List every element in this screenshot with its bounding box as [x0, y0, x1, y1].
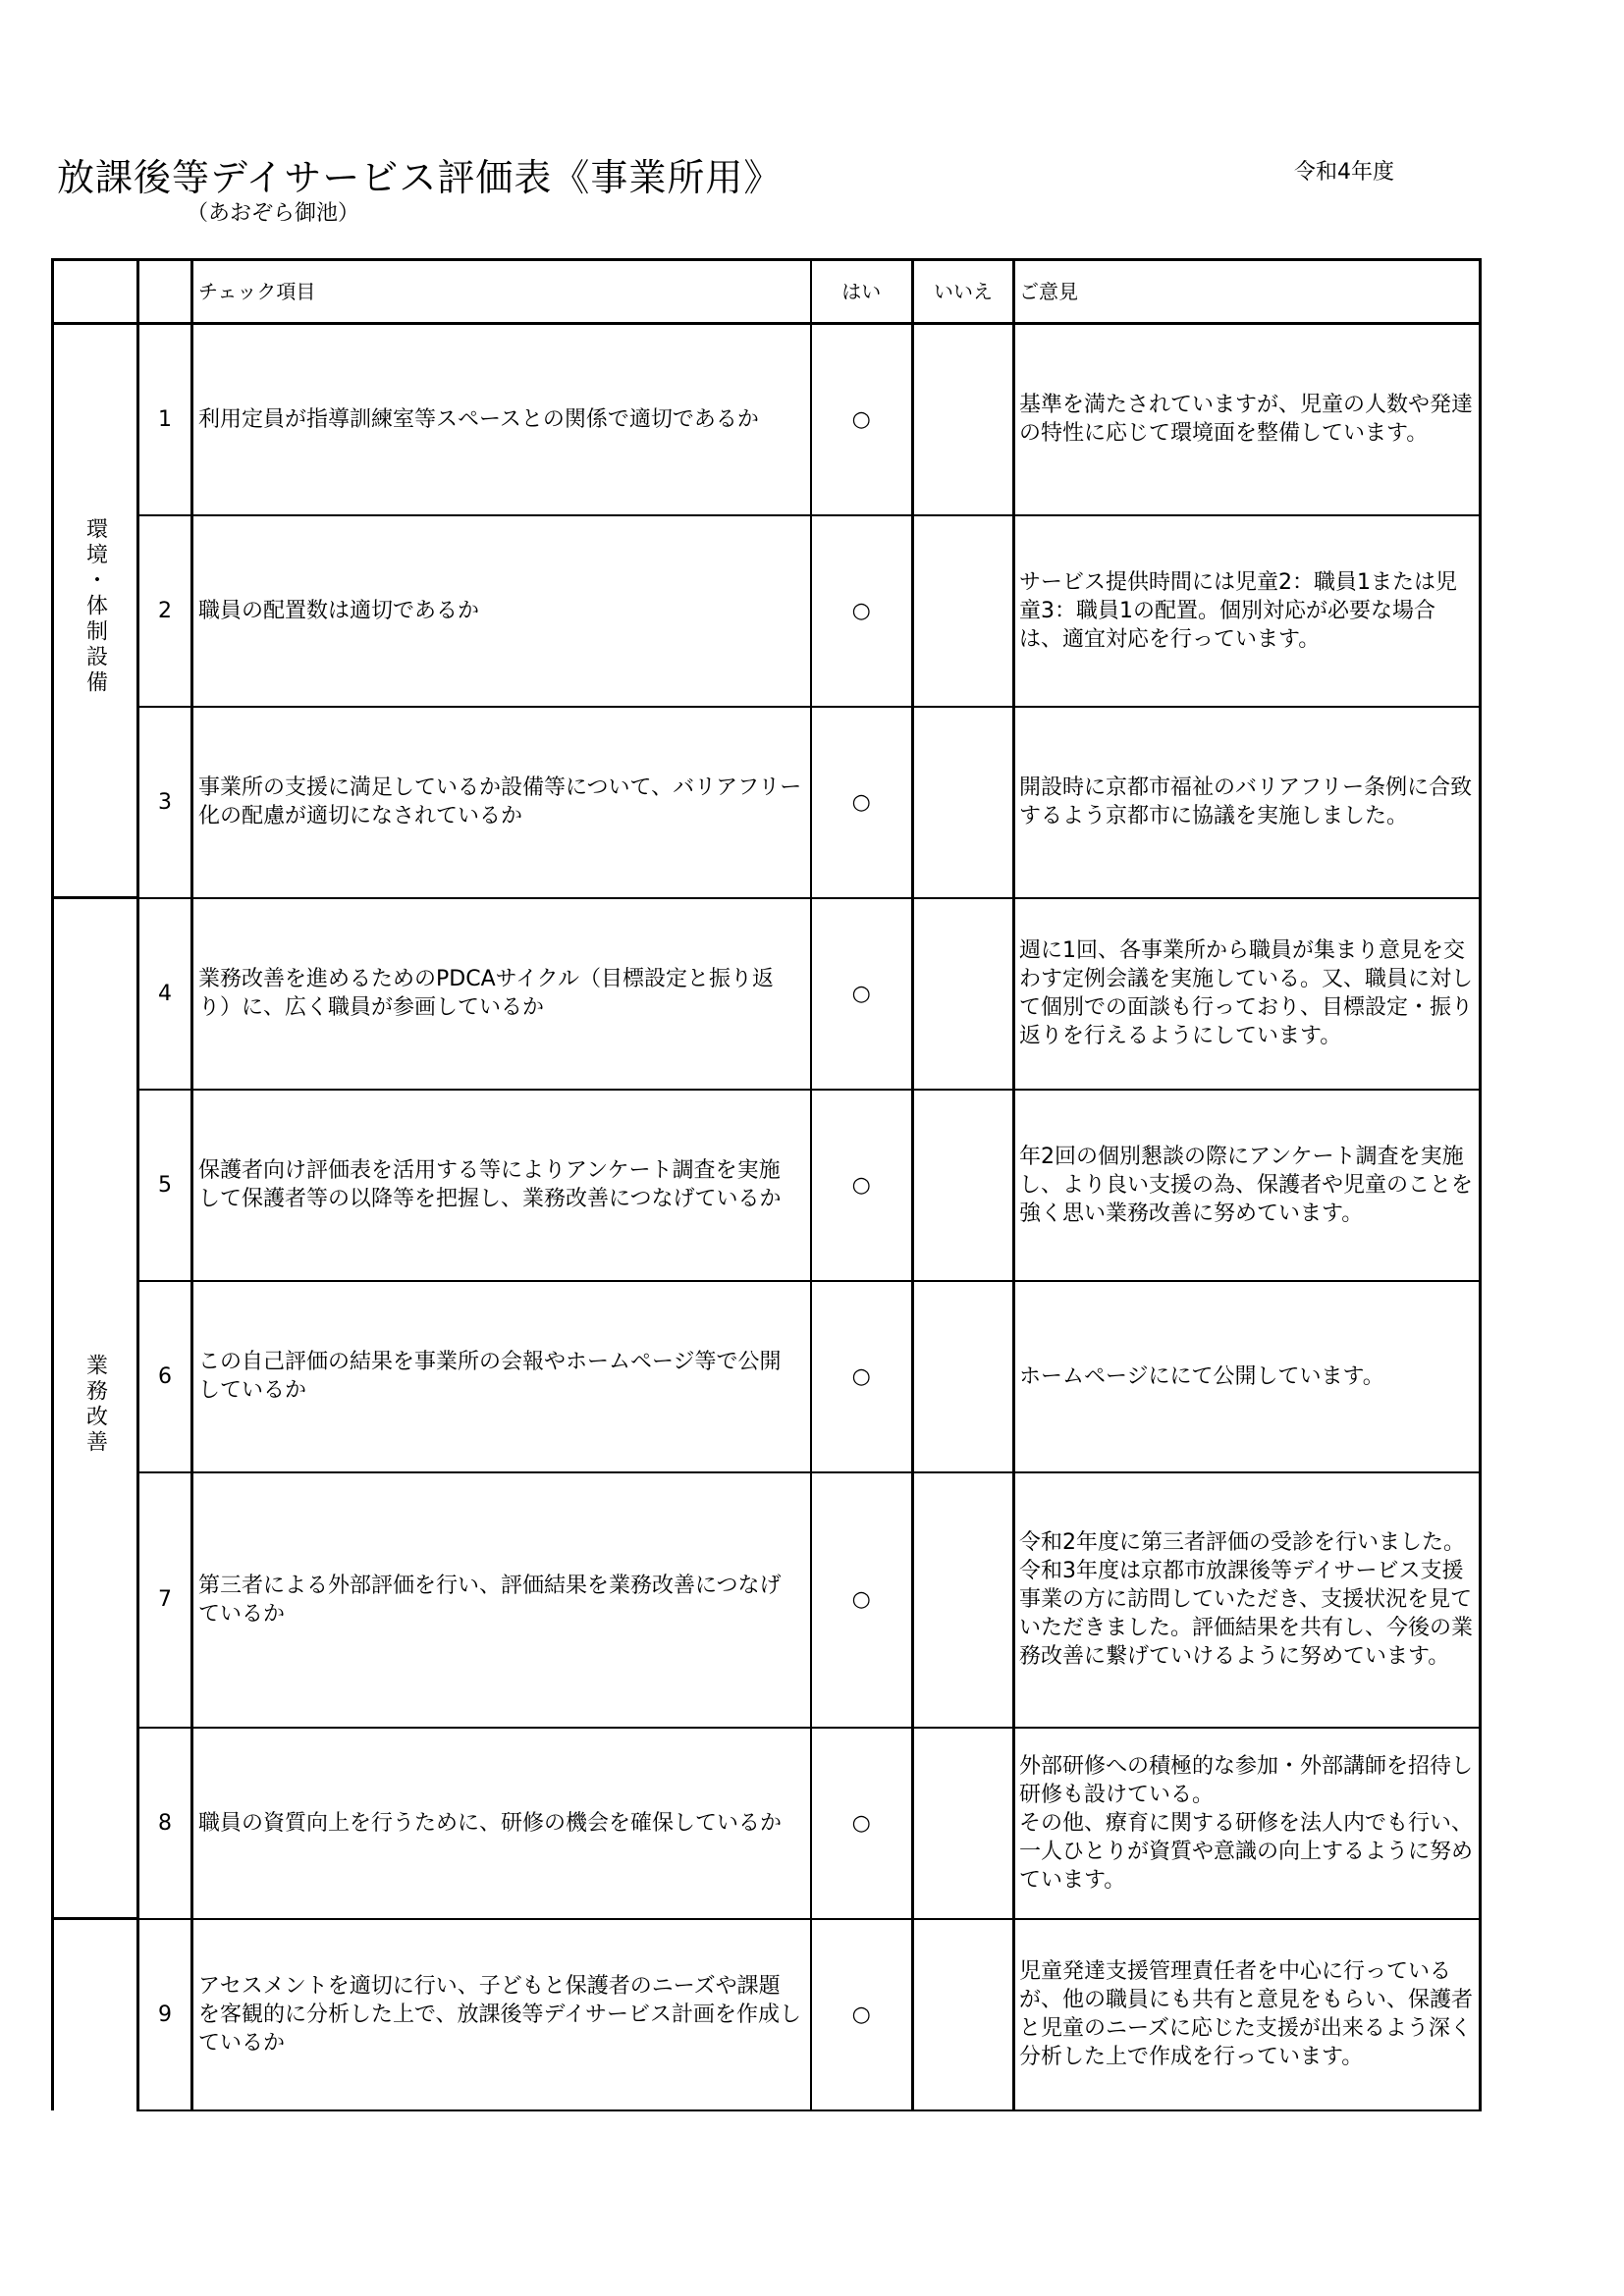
category-label: 業務改善 [82, 1353, 108, 1456]
table-row [53, 1281, 1481, 1472]
opinion-text: 外部研修への積極的な参加・外部講師を招待し研修も設けている。 その他、療育に関する研修を法人内でも行い、一人ひとりが資質や意識の向上するように努めています。 [1014, 1728, 1481, 1919]
header-number-cell [138, 260, 192, 324]
opinion-text: 令和2年度に第三者評価の受診を行いました。令和3年度は京都市放課後等デイサービス支援事業の方に訪問していただき、支援状況を見ていただきました。評価結果を共有し、今後の業務改善に繋げていけるように努めています。 [1014, 1472, 1481, 1728]
category-environment [53, 324, 138, 898]
row-number: 3 [138, 707, 192, 898]
check-item-text: 職員の配置数は適切であるか [192, 515, 811, 707]
yes-mark: ○ [811, 515, 913, 707]
table-row [53, 898, 1481, 1090]
header-opinion: ご意見 [1014, 260, 1481, 324]
no-mark [913, 707, 1014, 898]
header-no: いいえ [913, 260, 1014, 324]
check-item-text: アセスメントを適切に行い、子どもと保護者のニーズや課題を客観的に分析した上で、放課後等デイサービス計画を作成しているか [192, 1919, 811, 2110]
yes-mark: ○ [811, 1281, 913, 1472]
yes-mark: ○ [811, 707, 913, 898]
table-row [53, 1728, 1481, 1919]
check-item-text: 業務改善を進めるためのPDCAサイクル（目標設定と振り返り）に、広く職員が参画しているか [192, 898, 811, 1090]
row-number: 8 [138, 1728, 192, 1919]
check-item-text: 第三者による外部評価を行い、評価結果を業務改善につなげているか [192, 1472, 811, 1728]
yes-mark: ○ [811, 1919, 913, 2110]
opinion-text: 開設時に京都市福祉のバリアフリー条例に合致するよう京都市に協議を実施しました。 [1014, 707, 1481, 898]
opinion-text: ホームページににて公開しています。 [1014, 1281, 1481, 1472]
row-number: 5 [138, 1090, 192, 1281]
check-item-text: 事業所の支援に満足しているか設備等について、バリアフリー化の配慮が適切になされているか [192, 707, 811, 898]
check-item-text: この自己評価の結果を事業所の会報やホームページ等で公開しているか [192, 1281, 811, 1472]
category-next [53, 1919, 138, 2110]
header-yes: はい [811, 260, 913, 324]
no-mark [913, 1728, 1014, 1919]
row-number: 9 [138, 1919, 192, 2110]
no-mark [913, 1919, 1014, 2110]
opinion-text: 週に1回、各事業所から職員が集まり意見を交わす定例会議を実施している。又、職員に対して個別での面談も行っており、目標設定・振り返りを行えるようにしています。 [1014, 898, 1481, 1090]
table-row [53, 324, 1481, 515]
no-mark [913, 898, 1014, 1090]
no-mark [913, 1281, 1014, 1472]
evaluation-table [51, 258, 1482, 2111]
no-mark [913, 515, 1014, 707]
row-number: 7 [138, 1472, 192, 1728]
fiscal-year: 令和4年度 [1294, 160, 1394, 185]
opinion-text: 基準を満たされていますが、児童の人数や発達の特性に応じて環境面を整備しています。 [1014, 324, 1481, 515]
check-item-text: 利用定員が指導訓練室等スペースとの関係で適切であるか [192, 324, 811, 515]
row-number: 2 [138, 515, 192, 707]
table-row [53, 707, 1481, 898]
row-number: 4 [138, 898, 192, 1090]
category-business-improvement [53, 898, 138, 1919]
table-header-row [53, 260, 1481, 324]
yes-mark: ○ [811, 898, 913, 1090]
opinion-text: サービス提供時間には児童2：職員1または児童3：職員1の配置。個別対応が必要な場合は、適宜対応を行っています。 [1014, 515, 1481, 707]
no-mark [913, 1472, 1014, 1728]
yes-mark: ○ [811, 1728, 913, 1919]
no-mark [913, 324, 1014, 515]
table-row [53, 1472, 1481, 1728]
category-label: 環境・体制設備 [82, 517, 108, 696]
yes-mark: ○ [811, 1090, 913, 1281]
check-item-text: 職員の資質向上を行うために、研修の機会を確保しているか [192, 1728, 811, 1919]
header-check-item: チェック項目 [192, 260, 811, 324]
opinion-text: 年2回の個別懇談の際にアンケート調査を実施し、より良い支援の為、保護者や児童のことを強く思い業務改善に努めています。 [1014, 1090, 1481, 1281]
row-number: 6 [138, 1281, 192, 1472]
table-row [53, 515, 1481, 707]
opinion-text: 児童発達支援管理責任者を中心に行っているが、他の職員にも共有と意見をもらい、保護者と児童のニーズに応じた支援が出来るよう深く分析した上で作成を行っています。 [1014, 1919, 1481, 2110]
header-category-cell [53, 260, 138, 324]
facility-name: （あおぞら御池） [187, 201, 360, 226]
table-row [53, 1090, 1481, 1281]
table-row [53, 1919, 1481, 2110]
yes-mark: ○ [811, 1472, 913, 1728]
yes-mark: ○ [811, 324, 913, 515]
no-mark [913, 1090, 1014, 1281]
row-number: 1 [138, 324, 192, 515]
page-title: 放課後等デイサービス評価表《事業所用》 [57, 156, 783, 199]
check-item-text: 保護者向け評価表を活用する等によりアンケート調査を実施して保護者等の以降等を把握し、業務改善につなげているか [192, 1090, 811, 1281]
